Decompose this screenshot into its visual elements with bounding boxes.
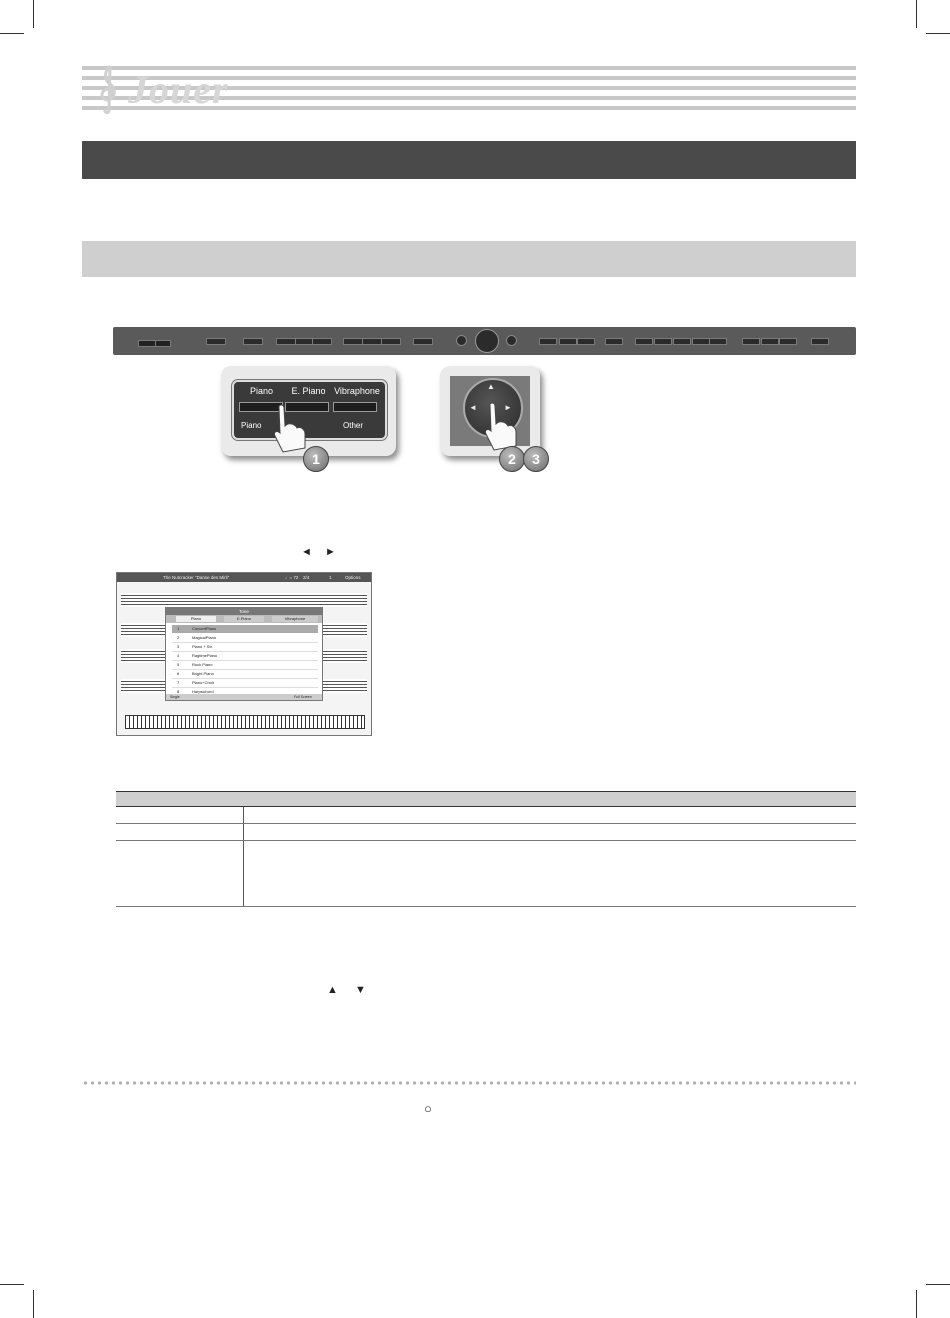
list-item[interactable]: 6 Bright Piano [172,670,318,679]
crop-mark [926,33,950,34]
tone-buttons-callout [221,366,396,456]
tone-table [116,791,856,907]
other-group-label: Other [343,421,364,430]
heading-bar-secondary [82,241,856,277]
single-button[interactable]: Single [170,695,180,699]
treble-clef-icon [96,62,122,114]
heading-bar-primary [82,141,856,179]
list-item[interactable]: 3 Piano + Str. [172,643,318,652]
list-item[interactable]: 2 MagicalPiano [172,634,318,643]
dialog-title: Tone [166,608,322,615]
left-arrow-symbol: ◄ [301,546,312,558]
up-arrow-symbol: ▲ [327,984,338,996]
time-signature: 2/4 [303,575,310,580]
tone-screen [116,572,372,736]
piano-label: Piano [249,386,274,396]
full-screen-button[interactable]: Full Screen [294,695,312,699]
options-button[interactable]: Options [345,575,361,580]
step-3-marker: 3 [523,446,549,472]
cursor-pad-callout [440,366,540,456]
crop-mark [926,1284,950,1285]
dotted-separator [82,1081,856,1085]
section-title: Jouer [128,67,229,112]
left-arrow-icon[interactable]: ◄ [469,403,477,412]
crop-mark [0,1284,24,1285]
epiano-label: E. Piano [291,386,326,396]
list-item[interactable]: 7 Piano+Choir [172,679,318,688]
screen-titlebar [117,573,371,582]
vibraphone-button[interactable] [333,402,377,412]
list-item[interactable]: 5 Rock Piano [172,661,318,670]
tab-piano[interactable]: Piano [176,616,216,622]
keyboard-graphic [125,715,365,729]
dialog-footer [166,694,322,700]
right-arrow-symbol: ► [325,546,336,558]
measure-readout: 1 [329,575,332,580]
list-item[interactable]: 4 RagtimePiano [172,652,318,661]
piano-group-label: Piano [241,421,262,430]
down-arrow-symbol: ▼ [355,984,366,996]
tab-epiano[interactable]: E.Piano [224,616,264,622]
crop-mark [33,1290,34,1318]
list-item[interactable]: 1 ConcertPiano [172,625,318,633]
list-item[interactable]: 8 Harpsichord [177,689,214,694]
control-panel [113,327,856,355]
step-1-marker: 1 [303,446,329,472]
circle-symbol: ○ [424,1101,432,1116]
tab-vibraphone[interactable]: Vibraphone [272,616,318,622]
vibraphone-label: Vibraphone [334,386,380,396]
tone-dialog [165,607,323,701]
up-arrow-icon[interactable]: ▲ [487,382,495,391]
tempo-readout: ♩= 72 [285,575,299,580]
pointing-hand-icon [482,402,522,452]
crop-mark [916,1290,917,1318]
step-2-marker: 2 [499,446,525,472]
right-arrow-icon[interactable]: ► [504,403,512,412]
crop-mark [916,0,917,28]
pointing-hand-icon [271,404,311,454]
crop-mark [33,0,34,28]
song-title: The Nutcracker "Danse des Mirli" [163,575,230,580]
crop-mark [0,33,24,34]
tone-list [172,625,318,695]
